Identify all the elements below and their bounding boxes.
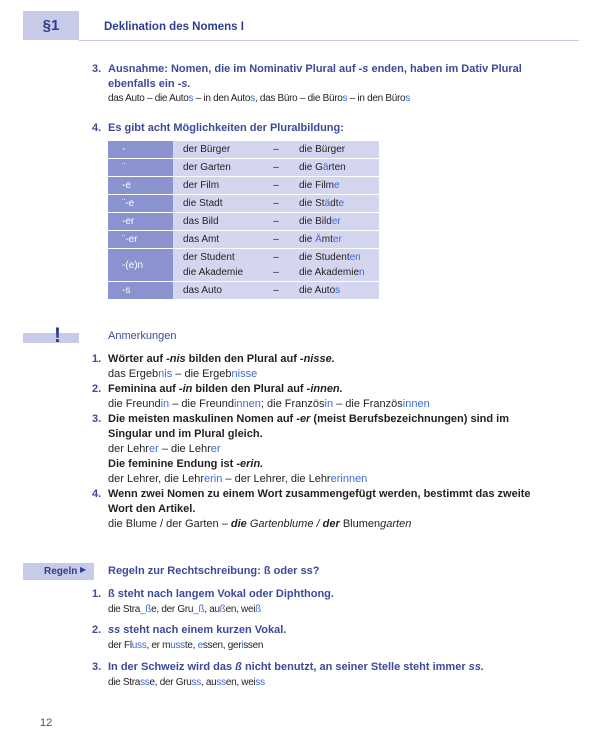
header-divider: [79, 40, 579, 41]
page-number: 12: [40, 717, 53, 729]
text: ß: [235, 661, 242, 673]
rule-3: [92, 660, 578, 690]
text: der: [322, 518, 340, 530]
text: der Lehrer, die Lehr: [108, 473, 205, 485]
text: das Ergeb: [108, 368, 159, 380]
text: nicht benutzt, an seiner Stelle steht immer: [241, 661, 469, 673]
text: die: [230, 518, 247, 530]
text: – in den Auto: [193, 93, 251, 104]
text: ss: [108, 624, 121, 636]
text: en, wei: [225, 677, 256, 688]
text: – die Lehr: [158, 443, 211, 455]
table-row: [108, 177, 379, 194]
text: rten: [328, 162, 346, 173]
page-title: Deklination des Nomens I: [104, 21, 244, 33]
text: , au: [200, 677, 217, 688]
text: -s.: [177, 78, 191, 90]
plural-cell: [293, 213, 379, 230]
text: ä: [322, 162, 329, 173]
suffix-cell: -(e)n: [108, 249, 173, 281]
rules-label: Regeln: [44, 566, 78, 577]
singular-cell: der Film: [173, 177, 259, 194]
notes-title: Anmerkungen: [108, 330, 177, 342]
text: -nisse.: [299, 353, 335, 365]
table-row: [108, 141, 379, 158]
plural-cell: [293, 195, 379, 212]
play-arrow-icon: ▶: [80, 565, 87, 574]
text: nis: [158, 368, 173, 380]
plural-cell: [293, 141, 379, 158]
text: steht nach einem kurzen Vokal.: [120, 624, 287, 636]
text: uss: [131, 640, 147, 651]
item-4-number: 4.: [92, 122, 102, 134]
text: , au: [204, 604, 220, 615]
exclamation-icon: !: [54, 324, 61, 347]
rule-1: [92, 587, 568, 617]
text: –: [273, 252, 279, 263]
text: uss: [170, 640, 185, 651]
item-3-rule: [92, 62, 548, 92]
suffix-cell: -e: [108, 177, 173, 194]
text: ssen, ger: [202, 640, 242, 651]
suffix-cell: -s: [108, 282, 173, 299]
text: in: [324, 398, 334, 410]
text: die Bürger: [299, 144, 346, 155]
item-3-number: 3.: [92, 63, 102, 75]
text: Wörter auf: [108, 353, 167, 365]
text: ; die Französ: [260, 398, 325, 410]
text: das Auto – die Auto: [108, 93, 189, 104]
singular-cell: das Bild: [173, 213, 259, 230]
text: e: [334, 180, 340, 191]
dash-cell: –: [259, 195, 293, 212]
text: die Film: [299, 180, 335, 191]
text: e, der Gru: [149, 677, 192, 688]
suffix-cell: ¨: [108, 159, 173, 176]
text: dt: [330, 198, 339, 209]
text: – der Lehrer, die Lehr: [222, 473, 331, 485]
section-number: §1: [42, 17, 60, 34]
text: er: [332, 234, 342, 245]
plural-table: [108, 140, 379, 300]
text: die Student: [299, 252, 350, 263]
text: – in den Büro: [347, 93, 406, 104]
rule-number: 1.: [92, 588, 102, 600]
text: e, der Gru: [151, 604, 194, 615]
text: –: [273, 267, 279, 278]
table-row: [108, 282, 379, 299]
note-4: [92, 487, 578, 532]
singular-cell: der Bürger: [173, 141, 259, 158]
dash-cell: –: [259, 141, 293, 158]
note-number: 2.: [92, 383, 102, 395]
text: der Fl: [108, 640, 132, 651]
text: die Bild: [299, 216, 332, 227]
singular-cell: die Stadt: [173, 195, 259, 212]
note-2: [92, 382, 568, 412]
text: die Blume / der Garten –: [108, 518, 231, 530]
text: ss: [216, 677, 226, 688]
text: i: [241, 640, 244, 651]
rule-2: [92, 623, 568, 653]
text: s: [405, 93, 410, 104]
text: -s: [358, 63, 369, 75]
singular-cell: [173, 249, 259, 281]
text: die Akademie: [299, 267, 360, 278]
text: in: [160, 398, 170, 410]
dash-cell: –: [259, 213, 293, 230]
text: ss: [191, 677, 201, 688]
table-row: [108, 213, 379, 230]
text: ebenfalls ein: [108, 78, 178, 90]
text: die St: [299, 198, 325, 209]
note-1: [92, 352, 568, 382]
text: _ß: [140, 604, 152, 615]
rules-title: Regeln zur Rechtschreibung: ß oder ss?: [108, 565, 320, 577]
text: die Stra: [108, 604, 141, 615]
plural-cell: [293, 159, 379, 176]
text: die Stra: [108, 677, 141, 688]
note-3: [92, 412, 578, 487]
text: Die meisten maskulinen Nomen auf: [108, 413, 297, 425]
text: s: [188, 93, 194, 104]
text: Wort den Artikel.: [108, 503, 196, 515]
table-row: [108, 231, 379, 248]
note-number: 3.: [92, 413, 102, 425]
text: /: [313, 518, 323, 530]
text: s: [335, 285, 341, 296]
plural-cell: [293, 231, 379, 248]
suffix-cell: -: [108, 141, 173, 158]
note-number: 4.: [92, 488, 102, 500]
plural-cell: [293, 249, 379, 281]
text: die Auto: [299, 285, 336, 296]
text: – die Ergeb: [172, 368, 232, 380]
text: Feminina auf: [108, 383, 179, 395]
singular-cell: der Garten: [173, 159, 259, 176]
text: die Akademie: [183, 267, 244, 278]
text: s: [342, 93, 348, 104]
text: Die feminine Endung ist: [108, 458, 237, 470]
text: enden, haben im Dativ Plural: [368, 63, 522, 75]
text: en: [349, 252, 361, 263]
text: er: [148, 443, 159, 455]
text: mt: [321, 234, 333, 245]
table-row: [108, 159, 379, 176]
rule-number: 2.: [92, 624, 102, 636]
text: die G: [299, 162, 323, 173]
text: er: [210, 443, 221, 455]
text: er: [331, 216, 341, 227]
note-number: 1.: [92, 353, 102, 365]
text: Singular und im Plural gleich.: [108, 428, 263, 440]
dash-cell: –: [259, 177, 293, 194]
text: In der Schweiz wird das: [108, 661, 236, 673]
text: -in: [178, 383, 193, 395]
text: steht nach langem Vokal oder Diphthong.: [114, 588, 334, 600]
text: s: [250, 93, 255, 104]
text: Es gibt acht Möglichkeiten der Pluralbildung:: [108, 122, 344, 134]
text: die Freund: [108, 398, 161, 410]
singular-cell: das Amt: [173, 231, 259, 248]
item-3-example: [108, 93, 410, 104]
dash-cell: [259, 249, 293, 281]
suffix-cell: ¨-e: [108, 195, 173, 212]
plural-cell: [293, 282, 379, 299]
item-4-rule: [92, 121, 344, 136]
dash-cell: –: [259, 159, 293, 176]
text: die: [299, 234, 316, 245]
dash-cell: –: [259, 231, 293, 248]
text: – die Französ: [333, 398, 403, 410]
text: – die Freund: [169, 398, 234, 410]
text: , das Büro – die Büro: [254, 93, 343, 104]
text: innen: [233, 398, 261, 410]
text: ss: [255, 677, 265, 688]
table-row: [108, 195, 379, 212]
text: ß: [219, 604, 226, 615]
text: n: [359, 267, 365, 278]
note-bar: [23, 333, 79, 343]
text: (meist Berufsbezeichnungen) sind im: [310, 413, 509, 425]
rule-number: 3.: [92, 661, 102, 673]
dash-cell: –: [259, 282, 293, 299]
text: innen: [402, 398, 430, 410]
text: _ß: [193, 604, 205, 615]
text: ss.: [468, 661, 484, 673]
text: Garten: [246, 518, 284, 530]
text: -er: [296, 413, 311, 425]
text: erin: [204, 473, 223, 485]
text: blume: [283, 518, 314, 530]
text: Blumen: [339, 518, 381, 530]
table-row: [108, 249, 379, 281]
text: , er m: [146, 640, 171, 651]
text: bilden den Plural auf: [192, 383, 307, 395]
text: ß: [108, 588, 115, 600]
text: e: [338, 198, 345, 209]
singular-cell: das Auto: [173, 282, 259, 299]
text: nisse: [231, 368, 258, 380]
text: te,: [184, 640, 198, 651]
text: Ausnahme: Nomen, die im Nominativ Plural auf: [108, 63, 359, 75]
text: -nis: [166, 353, 186, 365]
suffix-cell: -er: [108, 213, 173, 230]
text: -innen.: [306, 383, 343, 395]
text: ß: [255, 604, 261, 615]
text: ss: [140, 677, 150, 688]
text: bilden den Plural auf: [185, 353, 300, 365]
text: der Lehr: [108, 443, 149, 455]
text: garten: [380, 518, 412, 530]
text: der Student: [183, 252, 235, 263]
plural-cell: [293, 177, 379, 194]
text: Ä: [315, 234, 322, 245]
text: en, wei: [225, 604, 256, 615]
suffix-cell: ¨-er: [108, 231, 173, 248]
text: ssen: [243, 640, 264, 651]
text: erinnen: [330, 473, 368, 485]
text: ä: [324, 198, 331, 209]
text: e: [197, 640, 203, 651]
text: -erin.: [236, 458, 264, 470]
text: Wenn zwei Nomen zu einem Wort zusammengefügt werden, bestimmt das zweite: [108, 488, 531, 500]
